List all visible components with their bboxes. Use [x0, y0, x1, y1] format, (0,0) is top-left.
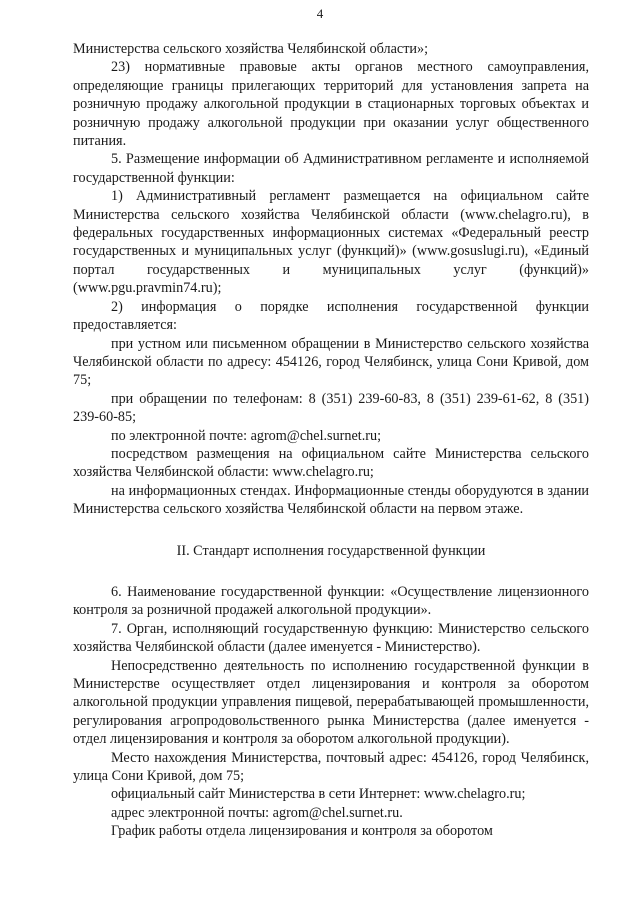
- paragraph: посредством размещения на официальном сайте Министерства сельского хозяйства Челябинской области: www.chelagro.ru;: [73, 445, 589, 481]
- paragraph: на информационных стендах. Информационные стенды оборудуются в здании Министерства сельского хозяйства Челябинской области на первом этаже.: [73, 482, 589, 518]
- paragraph: График работы отдела лицензирования и контроля за оборотом: [111, 823, 493, 840]
- paragraph: адрес электронной почты: agrom@chel.surnet.ru.: [111, 804, 403, 821]
- document-body: [73, 40, 589, 841]
- page-number: 4: [316, 6, 324, 21]
- paragraph: официальный сайт Министерства в сети Интернет: www.chelagro.ru;: [111, 786, 526, 803]
- paragraph: Место нахождения Министерства, почтовый адрес: 454126, город Челябинск, улица Сони Кривой, дом 75;: [73, 749, 589, 785]
- paragraph: при устном или письменном обращении в Министерство сельского хозяйства Челябинской области по адресу: 454126, город Челябинск, улица Сони Кривой, дом 75;: [73, 335, 589, 389]
- section-heading: II. Стандарт исполнения государственной функции: [176, 542, 486, 559]
- paragraph: Непосредственно деятельность по исполнению государственной функции в Министерстве осуществляет отдел лицензирования и контроля за оборотом алкогольной продукции управления пищевой, перерабатывающей промышленности, регулирования агропродовольственного рынка Министерства (далее именуется - отдел лицензирования и контроля за оборотом алкогольной продукции).: [73, 657, 589, 748]
- paragraph: 5. Размещение информации об Административном регламенте и исполняемой государственной функции:: [73, 151, 589, 186]
- paragraph: Министерства сельского хозяйства Челябинской области»;: [73, 41, 429, 57]
- paragraph: 2) информация о порядке исполнения государственной функции предоставляется:: [73, 298, 589, 334]
- paragraph: при обращении по телефонам: 8 (351) 239-60-83, 8 (351) 239-61-62, 8 (351) 239-60-85;: [73, 390, 589, 426]
- paragraph: по электронной почте: agrom@chel.surnet.ru;: [111, 427, 382, 444]
- paragraph: 1) Административный регламент размещается на официальном сайте Министерства сельского хозяйства Челябинской области (www.chelagro.ru), в федеральных государственных информационных системах «Федеральный реестр государственных и муниципальных услуг (функций)» (www.gosuslugi.ru), «Единый портал государственных и муниципальных услуг (функций)» (www.pgu.pravmin74.ru);: [73, 188, 589, 297]
- paragraph: 7. Орган, исполняющий государственную функцию: Министерство сельского хозяйства Челябинской области (далее именуется - Министерство).: [73, 620, 589, 656]
- paragraph: 23) нормативные правовые акты органов местного самоуправления, определяющие границы прилегающих территорий для установления запрета на розничную продажу алкогольной продукции в стационарных торговых объектах и розничную продажу алкогольной продукции при оказании услуг общественного питания.: [73, 59, 589, 150]
- paragraph: 6. Наименование государственной функции: «Осуществление лицензионного контроля за розничной продажей алкогольной продукции».: [73, 583, 589, 619]
